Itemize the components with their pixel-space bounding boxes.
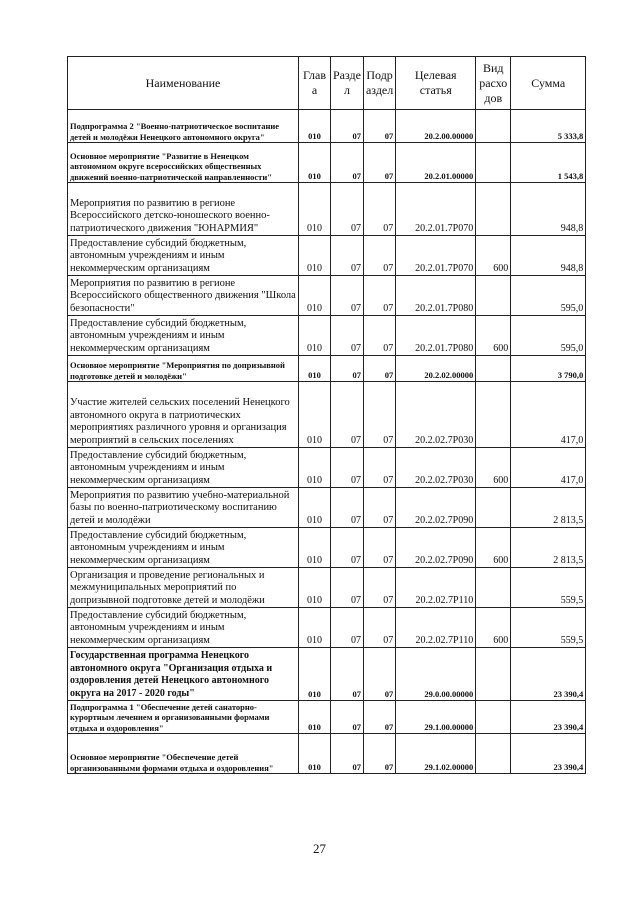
row-vid: 600 — [476, 236, 511, 276]
row-vid — [476, 488, 511, 528]
row-sum: 559,5 — [511, 608, 586, 648]
table-row — [68, 701, 586, 734]
table-row — [68, 648, 586, 701]
row-podrazdel: 07 — [363, 356, 395, 382]
row-razdel: 07 — [331, 701, 364, 734]
table-row — [68, 488, 586, 528]
row-razdel: 07 — [331, 488, 364, 528]
row-target: 20.2.01.7Р070 — [396, 236, 476, 276]
row-razdel: 07 — [331, 236, 364, 276]
row-vid — [476, 276, 511, 316]
row-target: 20.2.02.7Р030 — [396, 382, 476, 448]
header-vid: Вид расхо дов — [476, 57, 511, 110]
row-glava: 010 — [299, 382, 331, 448]
row-glava: 010 — [299, 356, 331, 382]
table-header-row — [68, 57, 586, 110]
row-vid — [476, 110, 511, 143]
row-glava: 010 — [299, 276, 331, 316]
row-podrazdel: 07 — [363, 528, 395, 568]
row-sum: 2 813,5 — [511, 528, 586, 568]
row-name: Подпрограмма 2 "Военно-патриотическое воспитание детей и молодёжи Ненецкого автономного округа" — [68, 110, 299, 143]
row-target: 20.2.02.7Р110 — [396, 608, 476, 648]
table-row — [68, 110, 586, 143]
row-podrazdel: 07 — [363, 608, 395, 648]
row-name: Основное мероприятие "Обеспечение детей организованными формами отдыха и оздоровления" — [68, 734, 299, 774]
row-name: Предоставление субсидий бюджетным, автономным учреждениям и иным некоммерческим организациям — [68, 448, 299, 488]
header-podrazdel: Подр аздел — [363, 57, 395, 110]
row-razdel: 07 — [331, 143, 364, 183]
row-vid: 600 — [476, 608, 511, 648]
row-sum: 5 333,8 — [511, 110, 586, 143]
row-glava: 010 — [299, 701, 331, 734]
row-razdel: 07 — [331, 316, 364, 356]
row-razdel: 07 — [331, 648, 364, 701]
table-row — [68, 276, 586, 316]
row-sum: 595,0 — [511, 276, 586, 316]
row-target: 29.1.00.00000 — [396, 701, 476, 734]
row-podrazdel: 07 — [363, 448, 395, 488]
row-podrazdel: 07 — [363, 648, 395, 701]
row-vid — [476, 701, 511, 734]
row-podrazdel: 07 — [363, 734, 395, 774]
row-sum: 948,8 — [511, 236, 586, 276]
row-sum: 559,5 — [511, 568, 586, 608]
row-target: 20.2.02.7Р030 — [396, 448, 476, 488]
row-glava: 010 — [299, 448, 331, 488]
row-name: Предоставление субсидий бюджетным, автономным учреждениям и иным некоммерческим организациям — [68, 316, 299, 356]
header-name: Наименование — [68, 57, 299, 110]
row-sum: 948,8 — [511, 183, 586, 236]
row-target: 20.2.02.00000 — [396, 356, 476, 382]
row-glava: 010 — [299, 236, 331, 276]
table-row — [68, 608, 586, 648]
row-razdel: 07 — [331, 448, 364, 488]
row-name: Государственная программа Ненецкого автономного округа "Организация отдыха и оздоровления детей Ненецкого автономного округа на 2017 - 2020 годы" — [68, 648, 299, 701]
row-razdel: 07 — [331, 276, 364, 316]
row-vid: 600 — [476, 528, 511, 568]
row-sum: 23 390,4 — [511, 734, 586, 774]
row-target: 20.2.00.00000 — [396, 110, 476, 143]
row-name: Предоставление субсидий бюджетным, автономным учреждениям и иным некоммерческим организациям — [68, 608, 299, 648]
row-sum: 417,0 — [511, 448, 586, 488]
row-name: Основное мероприятие "Развитие в Ненецком автономном округе всероссийских общественных движений военно-патриотической направленности" — [68, 143, 299, 183]
row-sum: 23 390,4 — [511, 701, 586, 734]
row-razdel: 07 — [331, 568, 364, 608]
row-glava: 010 — [299, 183, 331, 236]
row-razdel: 07 — [331, 356, 364, 382]
row-podrazdel: 07 — [363, 382, 395, 448]
row-vid — [476, 568, 511, 608]
row-glava: 010 — [299, 528, 331, 568]
row-glava: 010 — [299, 143, 331, 183]
row-target: 20.2.01.7Р080 — [396, 316, 476, 356]
row-target: 20.2.02.7Р090 — [396, 488, 476, 528]
table-row — [68, 183, 586, 236]
row-sum: 23 390,4 — [511, 648, 586, 701]
row-target: 20.2.01.7Р070 — [396, 183, 476, 236]
row-target: 20.2.01.7Р080 — [396, 276, 476, 316]
row-target: 20.2.02.7Р090 — [396, 528, 476, 568]
row-razdel: 07 — [331, 110, 364, 143]
table-row — [68, 143, 586, 183]
header-sum: Сумма — [511, 57, 586, 110]
row-podrazdel: 07 — [363, 110, 395, 143]
row-target: 20.2.01.00000 — [396, 143, 476, 183]
table-row — [68, 382, 586, 448]
row-sum: 1 543,8 — [511, 143, 586, 183]
row-name: Предоставление субсидий бюджетным, автономным учреждениям и иным некоммерческим организациям — [68, 528, 299, 568]
row-podrazdel: 07 — [363, 701, 395, 734]
row-target: 29.0.00.00000 — [396, 648, 476, 701]
row-name: Мероприятия по развитию в регионе Всероссийского общественного движения "Школа безопасности" — [68, 276, 299, 316]
table-row — [68, 528, 586, 568]
row-vid — [476, 356, 511, 382]
row-vid — [476, 143, 511, 183]
row-name: Мероприятия по развитию в регионе Всероссийского детско-юношеского военно-патриотического движения "ЮНАРМИЯ" — [68, 183, 299, 236]
row-vid — [476, 734, 511, 774]
row-glava: 010 — [299, 488, 331, 528]
row-glava: 010 — [299, 648, 331, 701]
table-body — [68, 110, 586, 774]
row-podrazdel: 07 — [363, 143, 395, 183]
row-vid: 600 — [476, 316, 511, 356]
row-sum: 595,0 — [511, 316, 586, 356]
row-podrazdel: 07 — [363, 488, 395, 528]
header-razdel: Разде л — [331, 57, 364, 110]
budget-table — [67, 56, 586, 774]
table-row — [68, 236, 586, 276]
table-row — [68, 734, 586, 774]
row-podrazdel: 07 — [363, 316, 395, 356]
table-row — [68, 356, 586, 382]
table-row — [68, 568, 586, 608]
row-glava: 010 — [299, 608, 331, 648]
row-glava: 010 — [299, 568, 331, 608]
row-name: Основное мероприятие "Мероприятия по допризывной подготовке детей и молодёжи" — [68, 356, 299, 382]
row-name: Подпрограмма 1 "Обеспечение детей санаторно-курортным лечением и организованными формами отдыха и оздоровления" — [68, 701, 299, 734]
table-row — [68, 448, 586, 488]
row-razdel: 07 — [331, 608, 364, 648]
row-name: Предоставление субсидий бюджетным, автономным учреждениям и иным некоммерческим организациям — [68, 236, 299, 276]
page-number: 27 — [313, 841, 326, 856]
row-glava: 010 — [299, 110, 331, 143]
row-target: 20.2.02.7Р110 — [396, 568, 476, 608]
header-glava: Глав а — [299, 57, 331, 110]
header-target: Целевая статья — [396, 57, 476, 110]
row-name: Мероприятия по развитию учебно-материальной базы по военно-патриотическому воспитанию детей и молодёжи — [68, 488, 299, 528]
row-glava: 010 — [299, 734, 331, 774]
row-sum: 417,0 — [511, 382, 586, 448]
row-sum: 3 790,0 — [511, 356, 586, 382]
row-razdel: 07 — [331, 382, 364, 448]
table-row — [68, 316, 586, 356]
row-vid — [476, 382, 511, 448]
row-podrazdel: 07 — [363, 568, 395, 608]
row-sum: 2 813,5 — [511, 488, 586, 528]
row-name: Организация и проведение региональных и межмуниципальных мероприятий по допризывной подготовке детей и молодёжи — [68, 568, 299, 608]
row-razdel: 07 — [331, 183, 364, 236]
row-target: 29.1.02.00000 — [396, 734, 476, 774]
row-vid — [476, 648, 511, 701]
row-podrazdel: 07 — [363, 236, 395, 276]
row-name: Участие жителей сельских поселений Ненецкого автономного округа в патриотических мероприятиях различного уровня и организация мероприятий в сельских поселениях — [68, 382, 299, 448]
row-podrazdel: 07 — [363, 183, 395, 236]
row-vid: 600 — [476, 448, 511, 488]
row-podrazdel: 07 — [363, 276, 395, 316]
row-razdel: 07 — [331, 734, 364, 774]
row-vid — [476, 183, 511, 236]
row-glava: 010 — [299, 316, 331, 356]
row-razdel: 07 — [331, 528, 364, 568]
